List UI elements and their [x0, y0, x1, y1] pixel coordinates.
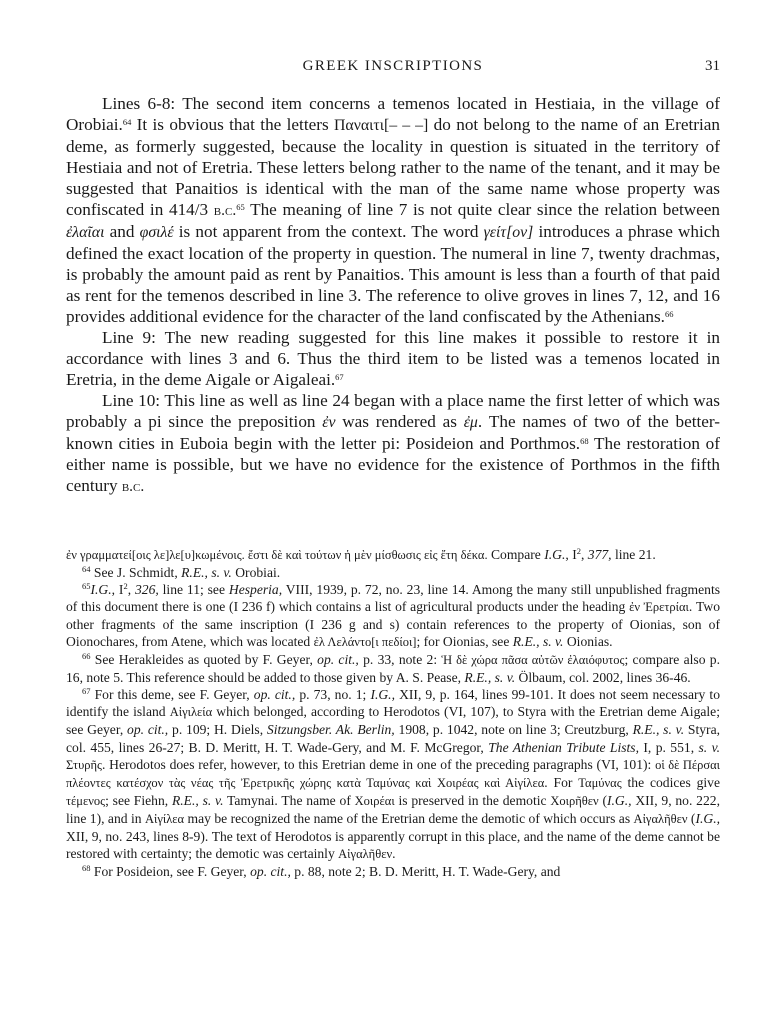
footnote-64: $^{64}$ See J. Schmidt, R.E., s. v. Orobiai.: [82, 564, 281, 581]
greek-text: ἐν Ἐρετρίαι: [629, 600, 689, 615]
main-text: [66, 93, 720, 497]
page-number: 31: [705, 58, 720, 74]
footnote-ref-67: 67: [335, 372, 344, 382]
greek-text: Αἰγιλεία: [169, 705, 213, 720]
greek-text: οἱ δὲ Πέρσαι πλέοντες κατέσχον τὰς νέας τῆς Ἐρετρικῆς χώρης κατὰ Ταμύνας καὶ Χοιρέας καὶ Αἰγίλεα: [66, 757, 721, 790]
footnote-number: 67: [82, 686, 91, 697]
greek-text: φσιλέ: [139, 224, 174, 241]
footnote-number: 65: [82, 581, 91, 592]
greek-text: ἐλ Λελάντο[ι πεδίοι]: [313, 635, 417, 650]
greek-text: Αἰγαλῆθεν: [633, 811, 688, 826]
page-header: [66, 58, 720, 80]
greek-text: Χοιρῆθεν: [550, 793, 599, 808]
footnote-number: 64: [82, 564, 91, 575]
footnote-ref-64: 64: [122, 117, 132, 127]
greek-text: ἐν: [322, 414, 336, 431]
greek-text: γείτ[ον]: [483, 224, 534, 241]
paragraph-line-9: Line 9: The new reading suggested for this line makes it possible to restore it in accordance with lines 3 and 6. Thus the third item to be listed was a temenos located in Eretria, in the deme Aigale or Aigaleai.$^{67}$: [66, 328, 720, 389]
footnotes: [66, 546, 720, 880]
footnote-66: $^{66}$ See Herakleides as quoted by F. Geyer, op. cit., p. 33, note 2: Ἡ δὲ χώρα πᾶσα αὐτῶν ἐλαιόφυτος; compare also p. 16, note 5. This reference should be added to those given by A. S. Pease, R.E., s. v. Ölbaum, col. 2002, lines 36-46.: [66, 651, 720, 686]
paragraph-lines-6-8: Lines 6-8: The second item concerns a temenos located in Hestiaia, in the village of Orobiai.$^{64}$ It is obvious that the letters Παναιτι[– – –] do not belong to the name of an Eretrian deme, as formerly suggested, because the locality in question is situated in the territory of Hestiaia and not of Eretria. These letters belong rather to the name of the tenant, and it may be suggested that Panaitios is identical with the man of the same name whose property was confiscated in 414/3 b.c.$^{65}$ The meaning of line 7 is not quite clear since the relation between ἐλαῖαι and φσιλέ is not apparent from the context. The word γείτ[ον] introduces a phrase which defined the exact location of the property in question. The numeral in line 7, twenty drachmas, is probably the amount paid as rent by Panaitios. This amount is less than a fourth of that paid as rent for the temenos described in line 3. The reference to olive groves in lines 7, 12, and 16 provides additional evidence for the character of the land confiscated by the Athenians.$^{66}$: [66, 94, 721, 326]
greek-text: Αἰγαλῆθεν: [338, 846, 393, 861]
paragraph-line-10: Line 10: This line as well as line 24 began with a place name the first letter of which was probably a pi since the preposition ἐν was rendered as ἐμ. The names of two of the better-known cities in Euboia begin with the letter pi: Posideion and Porthmos.$^{68}$ The restoration of either name is possible, but we have no evidence for the existence of Porthmos in the fifth century b.c.: [66, 391, 720, 495]
greek-text: Αἰγίλεα: [144, 811, 185, 826]
greek-text: Ἡ δὲ χώρα πᾶσα αὐτῶν ἐλαιόφυτος: [441, 653, 625, 668]
footnote-ref-66: 66: [664, 309, 674, 319]
footnote-68: $^{68}$ For Posideion, see F. Geyer, op. cit., p. 88, note 2; B. D. Meritt, H. T. Wade-Gery, and: [82, 862, 561, 879]
greek-text: Χοιρέαι: [354, 793, 395, 808]
footnote-continuation: ἐν γραμματεί[οις λε]λε[υ]κωμένοις. ἔστι δὲ καὶ τούτων ἡ μὲν μίσθωσις εἰς ἔτη δέκα. Compare I.G., $I^2$, 377, line 21.: [66, 546, 656, 562]
greek-text: ἐμ: [463, 414, 478, 431]
running-title: GREEK INSCRIPTIONS: [302, 58, 484, 74]
greek-text: Στυρῆς: [66, 757, 102, 772]
footnote-ref-68: 68: [580, 436, 589, 446]
footnote-ref-65: 65: [236, 202, 245, 212]
greek-text: Ταμύνας: [578, 775, 622, 790]
greek-text: τέμενος: [66, 793, 106, 808]
footnote-67: $^{67}$ For this deme, see F. Geyer, op. cit., p. 73, no. 1; I.G., XII, 9, p. 164, lines 99-101. It does not seem necessary to identify the island Αἰγιλεία which belonged, according to Herodotos (VI, 107), to Styra with the Eretrian deme Aigale; see Geyer, op. cit., p. 109; H. Diels, Sitzungsber. Ak. Berlin, 1908, p. 1042, note on line 3; Creutzburg, R.E., s. v. Styra, col. 455, lines 26-27; B. D. Meritt, H. T. Wade-Gery, and M. F. McGregor, The Athenian Tribute Lists, I, p. 551, s. v. Στυρῆς. Herodotos does refer, however, to this Eretrian deme in one of the preceding paragraphs (VI, 101): οἱ δὲ Πέρσαι πλέοντες κατέσχον τὰς νέας τῆς Ἐρετρικῆς χώρης κατὰ Ταμύνας καὶ Χοιρέας καὶ Αἰγίλεα. For Ταμύνας the codices give τέμενος; see Fiehn, R.E., s. v. Tamynai. The name of Χοιρέαι is preserved in the demotic Χοιρῆθεν (I.G., XII, 9, no. 222, line 1), and in Αἰγίλεα may be recognized the name of the Eretrian deme the demotic of which occurs as Αἰγαλῆθεν (I.G., XII, 9, no. 243, lines 8-9). The text of Herodotos is apparently corrupt in this place, and the name of the deme cannot be restored with certainty; the demotic was certainly Αἰγαλῆθεν.: [66, 686, 721, 861]
footnote-number: 66: [82, 651, 91, 662]
greek-text: ἐλαῖαι: [66, 224, 105, 241]
greek-text: Παναιτι[– – –]: [334, 117, 429, 134]
footnote-number: 68: [82, 862, 91, 873]
footnote-65: $^{65}$I.G., $I^2$, 326, line 11; see Hesperia, VIII, 1939, p. 72, no. 23, line 14. Among the many still unpublished fragments of this document there is one (I 236 f) which contains a list of agricultural products under the heading ἐν Ἐρετρίαι. Two other fragments of the same inscription (I 236 g and s) contain references to the property of Oionias, son of Oionochares, from Atene, which was located ἐλ Λελάντο[ι πεδίοι]; for Oionias, see R.E., s. v. Oionias.: [66, 581, 721, 650]
greek-text: ἐν γραμματεί[οις λε]λε[υ]κωμένοις. ἔστι δὲ καὶ τούτων ἡ μὲν μίσθωσις εἰς ἔτη δέκα.: [66, 548, 488, 562]
